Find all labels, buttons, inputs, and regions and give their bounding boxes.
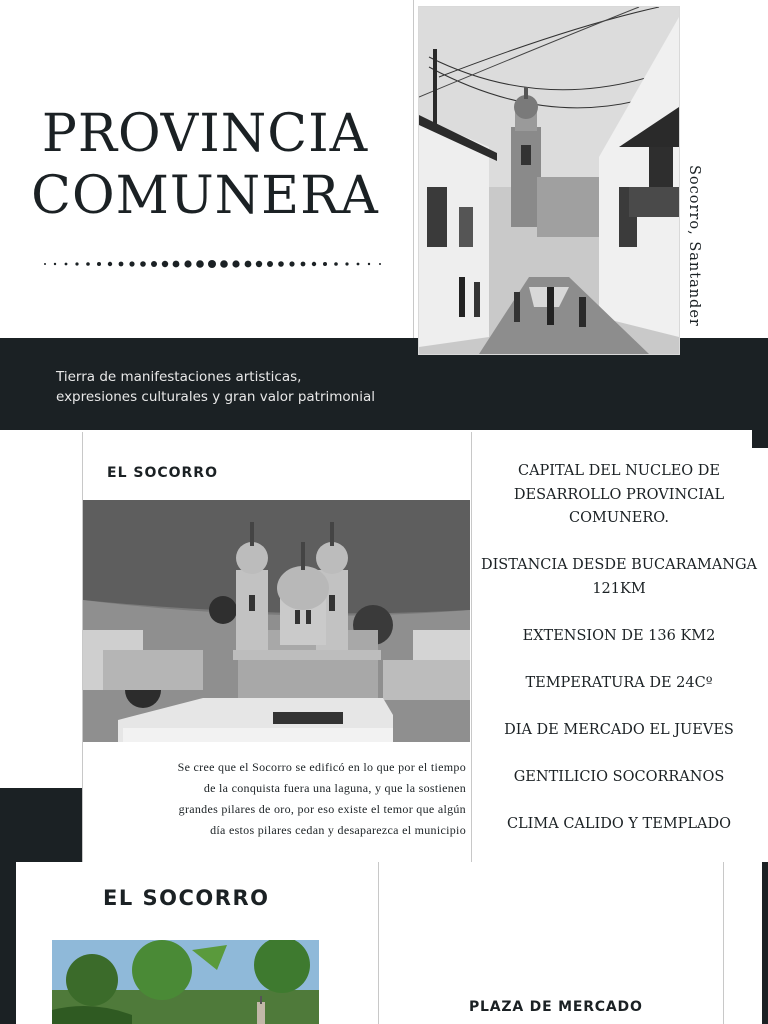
side-caption: Socorro, Santander	[686, 165, 702, 327]
banner-edge	[752, 338, 768, 448]
banner-line-1: Tierra de manifestaciones artisticas,	[56, 369, 302, 385]
section1-description	[84, 757, 466, 841]
fact-item: EXTENSION DE 136 KM2	[522, 627, 716, 644]
card-right-border	[471, 432, 472, 862]
fact-item: DIA DE MERCADO EL JUEVES	[504, 721, 734, 738]
description-line: de la conquista fuera una laguna, y que la sostienen	[203, 781, 466, 795]
dark-edge-right	[762, 862, 768, 1024]
section2-heading: EL SOCORRO	[103, 886, 270, 910]
side-caption-wrap	[686, 165, 706, 335]
plaza-photo	[52, 940, 319, 1024]
dark-edge-left	[0, 862, 16, 1024]
dark-block	[0, 788, 82, 862]
description-line: día estos pilares cedan y desaparezca el municipio	[210, 823, 466, 837]
description-line: Se cree que el Socorro se edificó en lo que por el tiempo	[177, 760, 466, 774]
church-photo	[83, 500, 470, 742]
description-line: grandes pilares de oro, por eso existe el temor que algún	[178, 802, 466, 816]
fact-item: GENTILICIO SOCORRANOS	[513, 768, 725, 785]
section1-heading: EL SOCORRO	[107, 465, 218, 481]
facts-list	[474, 460, 764, 860]
title-line-1: PROVINCIA	[41, 104, 369, 164]
banner-tagline	[56, 367, 375, 407]
fact-item: CLIMA CALIDO Y TEMPLADO	[506, 815, 732, 832]
dotted-divider	[42, 258, 387, 270]
street-photo	[418, 6, 680, 355]
fact-item: DISTANCIA DESDE BUCARAMANGA 121KM	[480, 557, 758, 597]
market-label: PLAZA DE MERCADO	[469, 999, 643, 1015]
title-line-2: COMUNERA	[31, 166, 379, 226]
banner-line-2: expresiones culturales y gran valor patrimonial	[56, 389, 376, 405]
divider-line	[413, 0, 414, 338]
section2-right-border	[723, 862, 724, 1024]
fact-item: CAPITAL DEL NUCLEO DE DESARROLLO PROVINCIAL COMUNERO.	[513, 463, 725, 526]
section2-divider	[378, 862, 379, 1024]
fact-item: TEMPERATURA DE 24Cº	[525, 674, 713, 691]
